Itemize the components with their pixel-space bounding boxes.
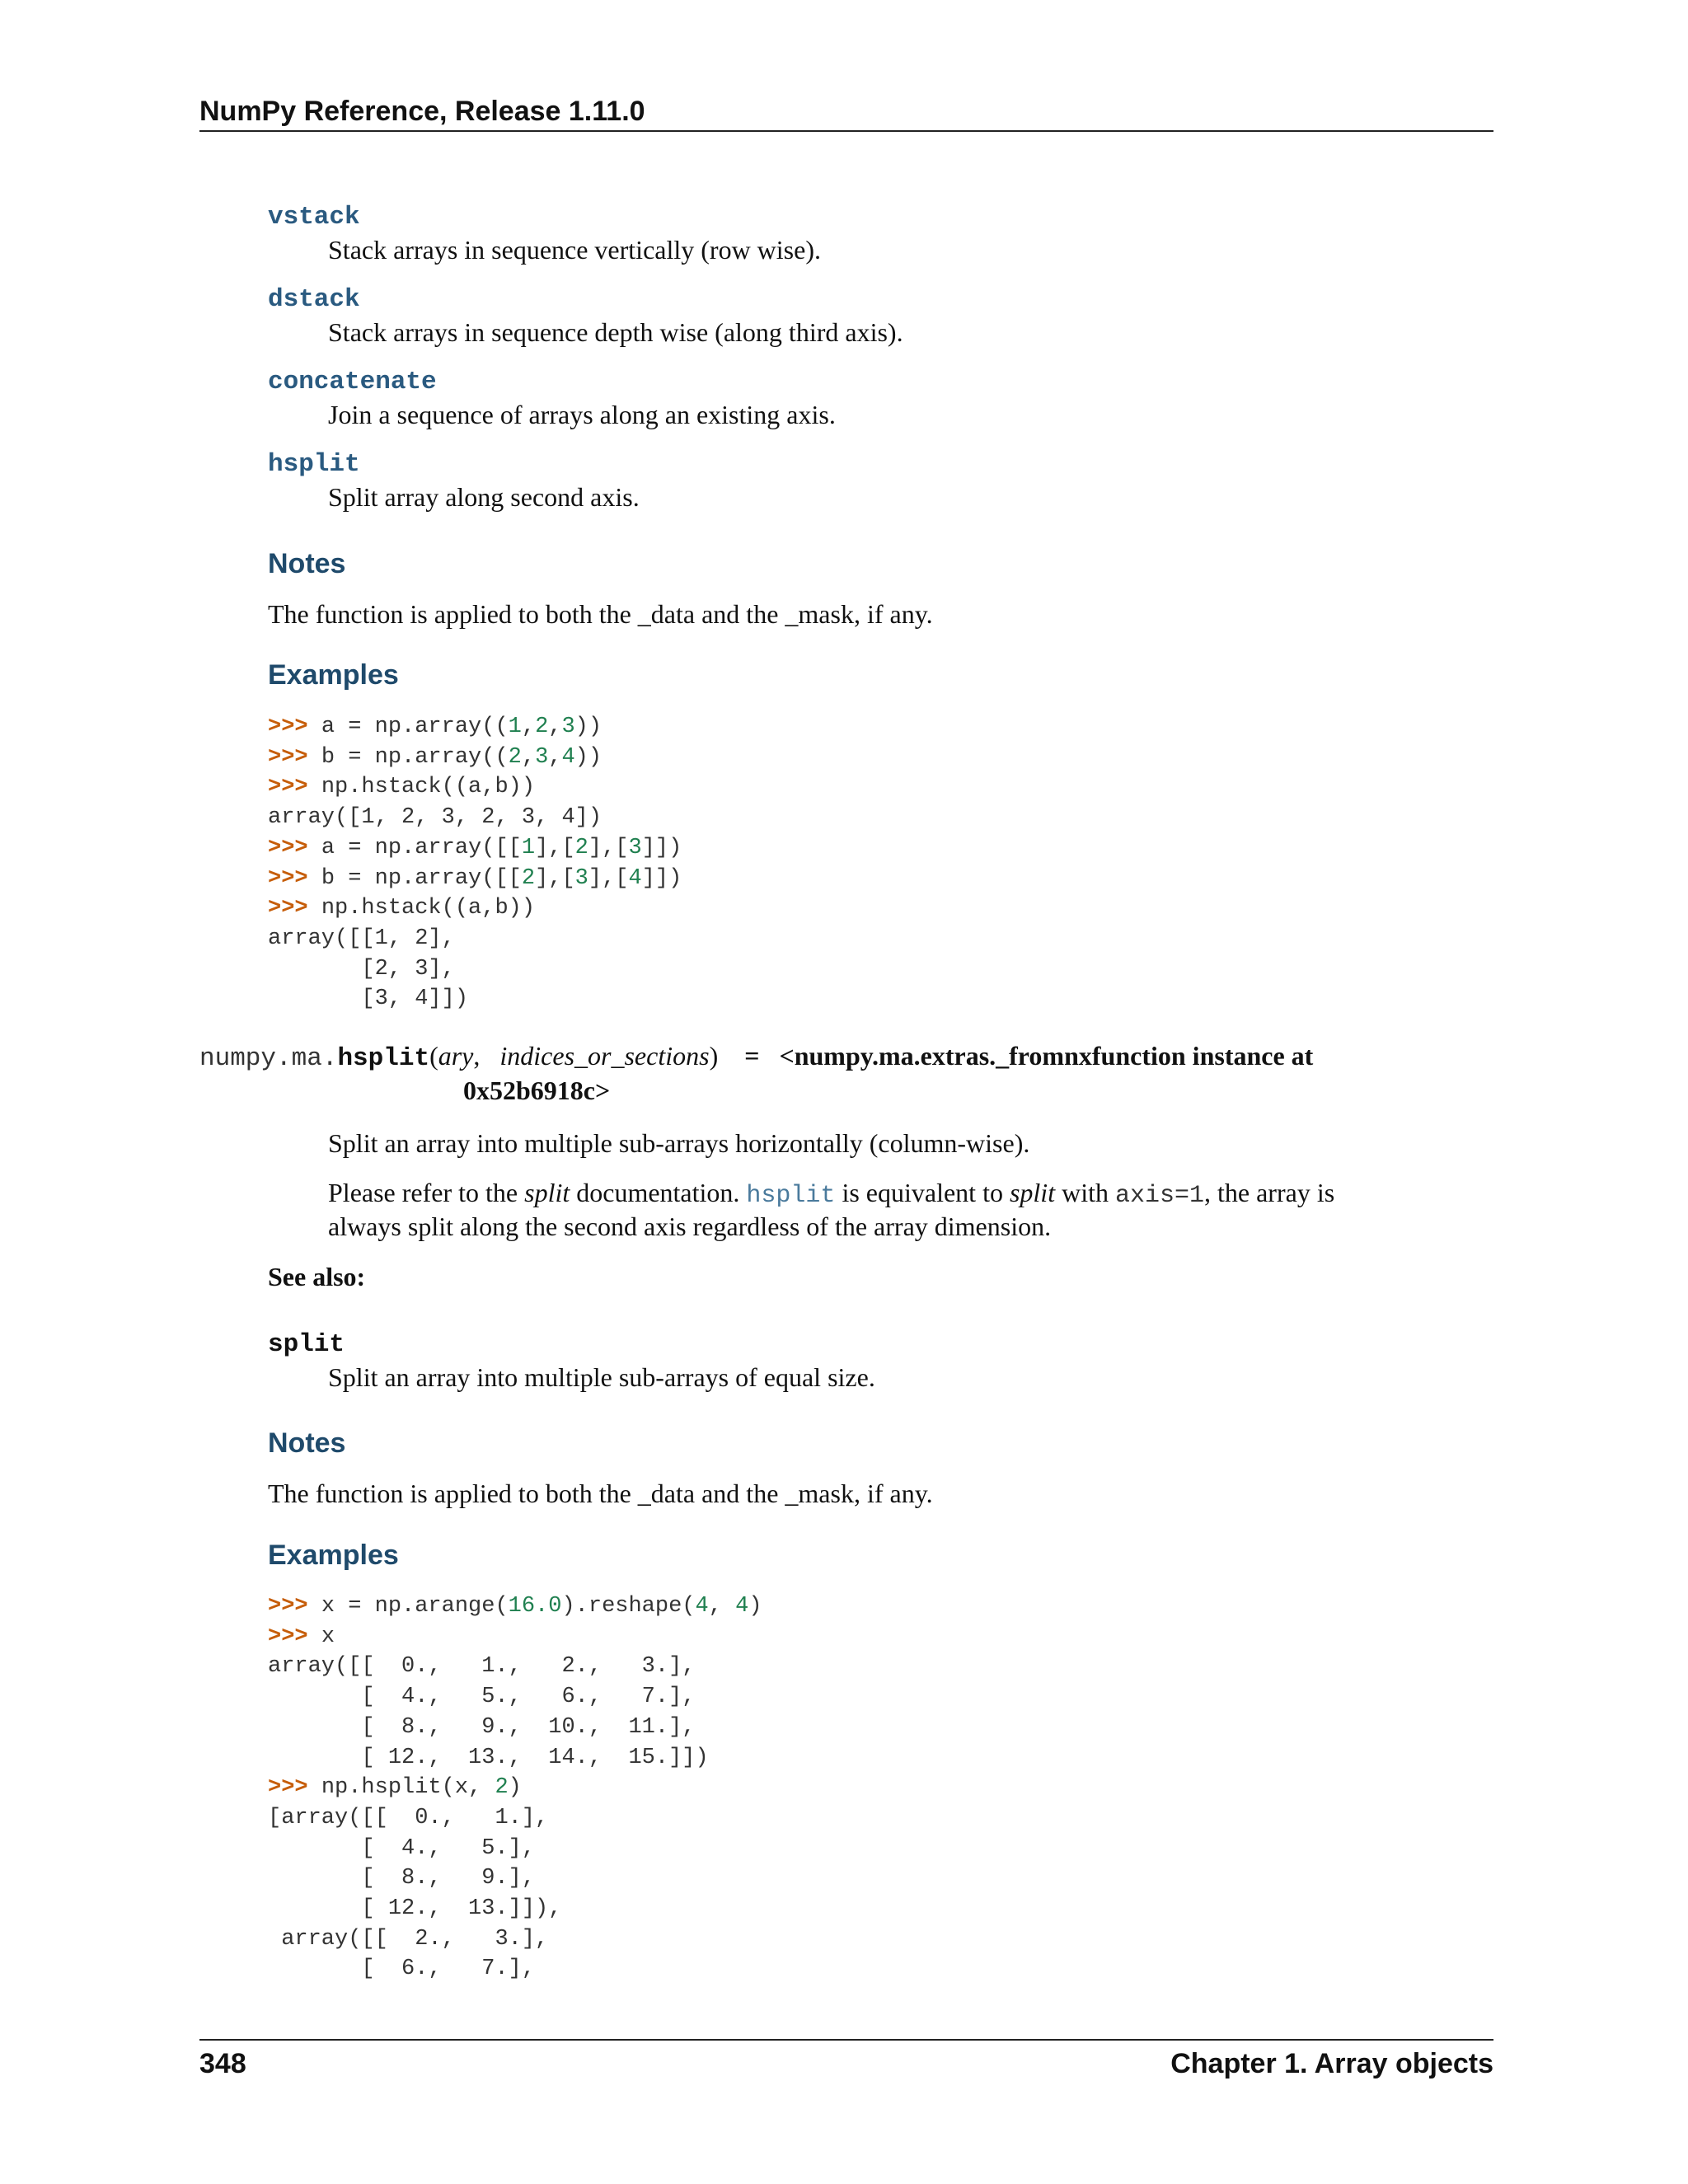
code-token: b = np.array((: [321, 744, 509, 770]
code-token: ],[: [588, 835, 629, 860]
description-paragraph-line2: always split along the second axis regardless of the array dimension.: [328, 1212, 1052, 1241]
code-token: x: [321, 1624, 335, 1649]
code-line: [268, 833, 682, 864]
running-footer: [199, 2042, 1493, 2085]
code-prompt: >>>: [268, 865, 321, 891]
code-prompt: >>>: [268, 896, 321, 921]
code-token: 2: [535, 715, 549, 739]
signature-module: numpy.ma.: [199, 1044, 338, 1073]
code-token: [ 12., 13., 14., 15.]]): [268, 1745, 709, 1770]
code-token: 16.0: [508, 1594, 562, 1619]
code-line: [268, 1682, 762, 1713]
code-token: 2: [521, 865, 536, 891]
chapter-title: Chapter 1. Array objects: [1170, 2048, 1493, 2079]
see-also-term-dstack[interactable]: dstack: [268, 285, 360, 314]
notes-text-2: The function is applied to both the _data and the _mask, if any.: [268, 1479, 933, 1508]
examples-heading-2: Examples: [268, 1540, 399, 1571]
code-token: ],[: [535, 865, 575, 891]
code-token: 3: [628, 835, 642, 860]
function-signature: [199, 1038, 1436, 1076]
code-line: [268, 864, 682, 894]
code-token: ],[: [535, 835, 575, 860]
code-token: a = np.array([[: [321, 835, 522, 860]
code-prompt: >>>: [268, 715, 321, 739]
see-also-term-hsplit[interactable]: hsplit: [268, 450, 360, 479]
signature-value-line1: <numpy.ma.extras._fromnxfunction instance at: [779, 1041, 1314, 1071]
code-token: np.hsplit(x,: [321, 1775, 495, 1801]
signature-param-ary: ary: [438, 1041, 474, 1071]
code-token: 2: [508, 744, 522, 770]
code-token: array([[ 2., 3.],: [268, 1926, 549, 1952]
code-line: [268, 1713, 762, 1743]
code-token: ,: [548, 715, 562, 739]
description-paragraph-line1: Please refer to the split documentation. hsplit is equivalent to split with axis=1, the array is: [328, 1178, 1335, 1210]
code-token: 4: [628, 865, 642, 891]
code-token: )): [574, 715, 603, 739]
notes-heading-1: Notes: [268, 548, 346, 579]
code-token: 3: [574, 865, 588, 891]
code-prompt: >>>: [268, 1624, 321, 1649]
split-reference: split: [524, 1178, 570, 1207]
code-token: ).reshape(: [561, 1594, 696, 1619]
footer-rule: [199, 2039, 1493, 2041]
code-line: [268, 1591, 762, 1622]
code-token: 4: [735, 1594, 749, 1619]
code-token: ,: [708, 1594, 736, 1619]
code-token: 3: [561, 715, 575, 739]
code-block-1: [268, 712, 682, 1015]
code-line: [268, 743, 682, 773]
code-block-2: [268, 1591, 762, 1985]
notes-text-1: The function is applied to both the _data and the _mask, if any.: [268, 599, 933, 629]
code-token: [2, 3],: [268, 956, 455, 982]
code-token: )): [574, 744, 603, 770]
examples-heading-1: Examples: [268, 659, 399, 691]
see-also-term-vstack[interactable]: vstack: [268, 203, 360, 232]
running-header: NumPy Reference, Release 1.11.0: [199, 96, 645, 127]
see-also-desc-dstack: Stack arrays in sequence depth wise (along third axis).: [328, 317, 903, 347]
signature-name: hsplit: [337, 1044, 430, 1073]
code-prompt: >>>: [268, 1594, 321, 1619]
code-line: [268, 1622, 762, 1652]
code-line: [268, 712, 682, 743]
code-token: [ 6., 7.],: [268, 1957, 536, 1982]
code-token: [ 8., 9., 10., 11.],: [268, 1714, 696, 1740]
code-token: array([[ 0., 1., 2., 3.],: [268, 1654, 696, 1680]
see-also-desc-concatenate: Join a sequence of arrays along an existing axis.: [328, 400, 836, 429]
code-prompt: >>>: [268, 775, 321, 800]
code-token: ]]): [641, 835, 682, 860]
code-token: 3: [535, 744, 549, 770]
see-also-term-split[interactable]: split: [268, 1330, 345, 1359]
description-summary: Split an array into multiple sub-arrays horizontally (column-wise).: [328, 1128, 1030, 1158]
signature-open-paren: (: [429, 1041, 438, 1071]
code-line: [268, 1652, 762, 1682]
code-prompt: >>>: [268, 744, 321, 770]
code-line: [268, 1743, 762, 1774]
code-line: [268, 803, 682, 833]
code-token: 2: [495, 1775, 509, 1801]
code-line: [268, 1773, 762, 1803]
code-token: ): [748, 1594, 762, 1619]
code-line: [268, 954, 682, 985]
code-token: [ 4., 5.],: [268, 1835, 536, 1861]
code-token: [ 8., 9.],: [268, 1866, 536, 1891]
see-also-label: See also:: [268, 1262, 366, 1291]
code-token: [ 4., 5., 6., 7.],: [268, 1685, 696, 1710]
see-also-desc-vstack: Stack arrays in sequence vertically (row wise).: [328, 235, 821, 265]
code-token: 1: [508, 715, 522, 739]
code-token: 2: [574, 835, 588, 860]
code-token: a = np.array((: [321, 715, 509, 739]
hsplit-link[interactable]: hsplit: [746, 1182, 836, 1210]
page-number: 348: [199, 2048, 246, 2079]
code-line: [268, 1924, 762, 1955]
see-also-desc-hsplit: Split array along second axis.: [328, 482, 640, 512]
code-token: array([[1, 2],: [268, 926, 455, 951]
code-line: [268, 893, 682, 924]
signature-param-indices: indices_or_sections: [499, 1041, 710, 1071]
notes-heading-2: Notes: [268, 1427, 346, 1459]
code-token: [ 12., 13.]]),: [268, 1896, 562, 1922]
signature-value-line2: 0x52b6918c>: [463, 1076, 611, 1105]
code-token: ): [508, 1775, 522, 1801]
signature-close-paren: ): [709, 1041, 719, 1071]
code-line: [268, 924, 682, 954]
code-token: 1: [521, 835, 536, 860]
code-line: [268, 1894, 762, 1924]
see-also-desc-split: Split an array into multiple sub-arrays of equal size.: [328, 1362, 875, 1392]
code-token: ]]): [641, 865, 682, 891]
code-line: [268, 984, 682, 1015]
axis-inline-code: axis=1: [1114, 1182, 1204, 1210]
code-prompt: >>>: [268, 835, 321, 860]
code-token: np.hstack((a,b)): [321, 775, 536, 800]
code-line: [268, 1954, 762, 1985]
code-token: array([1, 2, 3, 2, 3, 4]): [268, 805, 603, 831]
code-token: [array([[ 0., 1.],: [268, 1805, 549, 1830]
code-line: [268, 1834, 762, 1864]
code-token: ],[: [588, 865, 629, 891]
split-reference-2: split: [1009, 1178, 1056, 1207]
code-prompt: >>>: [268, 1775, 321, 1801]
see-also-term-concatenate[interactable]: concatenate: [268, 368, 437, 396]
header-rule: [199, 130, 1493, 132]
code-token: 4: [561, 744, 575, 770]
code-token: np.hstack((a,b)): [321, 896, 536, 921]
code-token: ,: [521, 715, 536, 739]
code-line: [268, 1803, 762, 1834]
signature-equals: =: [744, 1041, 760, 1071]
code-token: 4: [695, 1594, 709, 1619]
code-token: ,: [548, 744, 562, 770]
code-token: b = np.array([[: [321, 865, 522, 891]
code-line: [268, 772, 682, 803]
code-token: ,: [521, 744, 536, 770]
code-token: [3, 4]]): [268, 987, 469, 1012]
code-token: x = np.arange(: [321, 1594, 509, 1619]
signature-comma: ,: [473, 1041, 481, 1071]
code-line: [268, 1863, 762, 1894]
